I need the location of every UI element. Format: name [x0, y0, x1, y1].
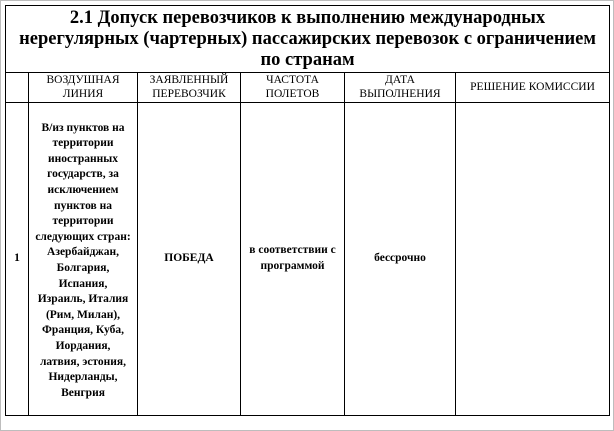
row-route-cell	[29, 103, 138, 416]
row-carrier: ПОБЕДА	[138, 103, 241, 416]
header-number	[6, 73, 29, 103]
header-execution-date: ДАТА ВЫПОЛНЕНИЯ	[345, 73, 456, 103]
row-frequency: в соответствии с программой	[241, 103, 345, 416]
regulation-table	[5, 5, 610, 416]
row-route: В/из пунктов на территории иностранных государств, за исключением пунктов на территории следующих стран: Азербайджан, Болгария, Испания, Израиль, Италия (Рим, Милан), Франция, Куба, Иордания, латвия, эстония, Нидерланды, Венгрия	[35, 121, 131, 399]
header-flight-frequency: ЧАСТОТА ПОЛЕТОВ	[241, 73, 345, 103]
table-title: 2.1 Допуск перевозчиков к выполнению международных нерегулярных (чартерных) пассажирских перевозок с ограничением по странам	[6, 6, 610, 73]
row-date: бессрочно	[345, 103, 456, 416]
row-number: 1	[6, 103, 29, 416]
table-row	[6, 103, 610, 416]
header-row	[6, 73, 610, 103]
header-commission-decision: РЕШЕНИЕ КОМИССИИ	[456, 73, 610, 103]
row-decision	[456, 103, 610, 416]
title-row	[6, 6, 610, 73]
header-airline-route: ВОЗДУШНАЯ ЛИНИЯ	[29, 73, 138, 103]
header-declared-carrier: ЗАЯВЛЕННЫЙ ПЕРЕВОЗЧИК	[138, 73, 241, 103]
